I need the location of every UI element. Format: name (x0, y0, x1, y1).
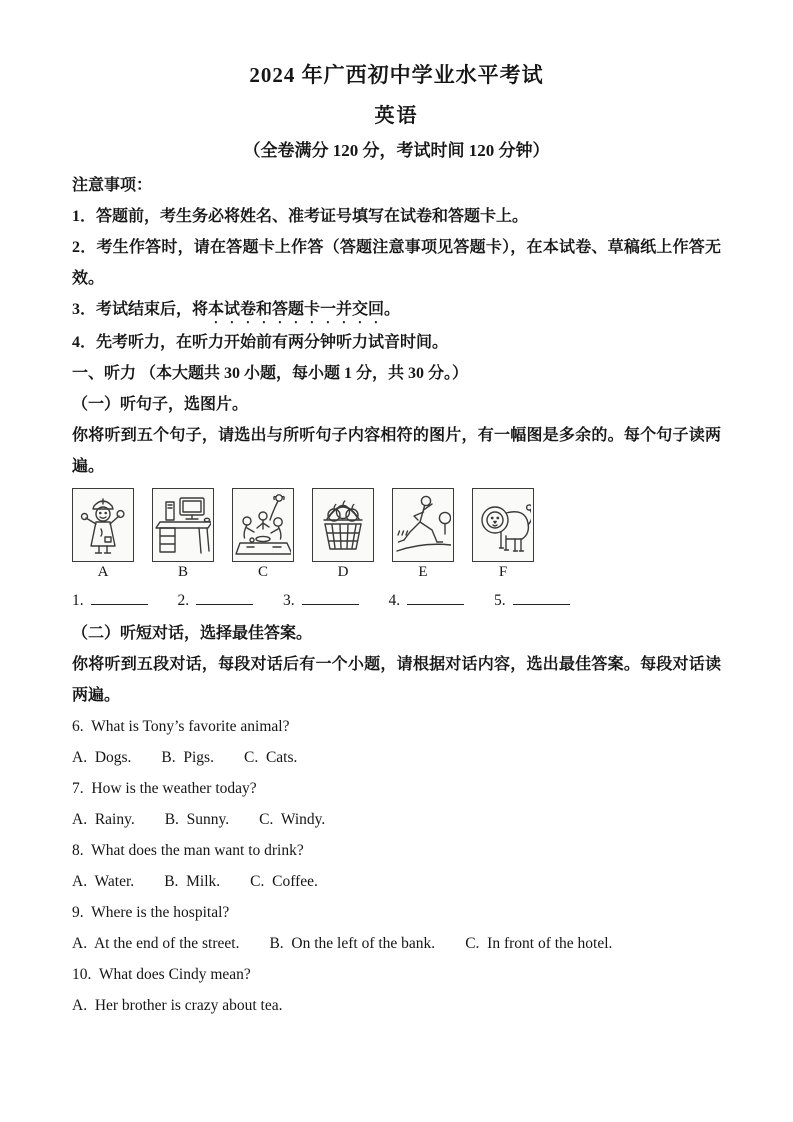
answer-blank-2 (178, 586, 254, 616)
picture-label-d: D (337, 564, 349, 580)
nurse-drawing (75, 491, 131, 559)
question-8-option-b: B. Milk. (164, 873, 221, 890)
blank-number-3: 3. (283, 592, 295, 609)
answer-blank-5 (494, 586, 570, 616)
question-9-option-a: A. At the end of the street. (72, 935, 240, 952)
notice-item-3-emphasized: 本试卷和答题卡一并交回 (208, 301, 385, 318)
question-9-option-c: C. In front of the hotel. (465, 935, 613, 952)
picture-box-a (72, 488, 134, 562)
question-6-options (72, 742, 721, 773)
question-6-option-a: A. Dogs. (72, 749, 132, 766)
picture-option-c (232, 488, 294, 582)
picture-label-c: C (257, 564, 268, 580)
question-block-6 (72, 711, 721, 773)
question-9-options (72, 928, 721, 959)
question-7-options (72, 804, 721, 835)
picture-box-b (152, 488, 214, 562)
question-10-option-a: A. Her brother is crazy about tea. (72, 997, 283, 1014)
part1-instructions: 你将听到五个句子，请选出与所听句子内容相符的图片，有一幅图是多余的。每个句子读两遍。 (72, 427, 721, 475)
picture-option-f (472, 488, 534, 582)
exam-meta: （全卷满分 120 分，考试时间 120 分钟） (243, 141, 550, 160)
question-block-10 (72, 959, 721, 1021)
picture-box-c (232, 488, 294, 562)
question-block-7 (72, 773, 721, 835)
question-10-options (72, 990, 721, 1021)
notice-item-3 (72, 294, 721, 327)
computer-desk-drawing (155, 491, 211, 559)
notice-item-1: 1．答题前，考生务必将姓名、准考证号填写在试卷和答题卡上。 (72, 208, 529, 225)
question-8-option-c: C. Coffee. (250, 873, 318, 890)
picture-option-e (392, 488, 454, 582)
picture-option-a (72, 488, 134, 582)
question-9-option-b: B. On the left of the bank. (269, 935, 436, 952)
blank-number-5: 5. (494, 592, 506, 609)
notices-heading: 注意事项： (72, 177, 153, 194)
question-8-options (72, 866, 721, 897)
answer-blank-4 (389, 586, 465, 616)
answer-blank-3 (283, 586, 359, 616)
answer-blank-1 (72, 586, 148, 616)
blank-number-2: 2. (177, 592, 190, 609)
question-7-option-a: A. Rainy. (72, 811, 135, 828)
part2-instructions: 你将听到五段对话，每段对话后有一个小题，请根据对话内容，选出最佳答案。每段对话读两遍。 (72, 656, 721, 704)
lion-drawing (475, 491, 531, 559)
picture-options-strip (72, 488, 721, 582)
blank-line-3 (302, 589, 359, 605)
notice-item-3-suffix: 。 (384, 301, 401, 318)
notice-item-3-prefix: 3．考试结束后，将 (72, 301, 209, 318)
picture-label-b: B (177, 564, 188, 580)
blank-number-1: 1. (72, 592, 84, 609)
question-8-option-a: A. Water. (72, 873, 135, 890)
answer-blanks-row (72, 586, 721, 616)
blank-line-5 (513, 589, 570, 605)
part1-heading: （一）听句子，选图片。 (72, 396, 249, 413)
question-6-option-c: C. Cats. (243, 749, 298, 766)
question-9-text: 9. Where is the hospital? (72, 904, 230, 921)
blank-line-4 (407, 589, 464, 605)
picture-box-d (312, 488, 374, 562)
notice-item-2: 2．考生作答时，请在答题卡上作答（答题注意事项见答题卡），在本试卷、草稿纸上作答无效。 (72, 239, 721, 287)
exam-title: 2024 年广西初中学业水平考试 (249, 63, 544, 87)
picture-box-f (472, 488, 534, 562)
question-10-text: 10. What does Cindy mean? (72, 966, 251, 983)
question-block-9 (72, 897, 721, 959)
part2-heading: （二）听短对话，选择最佳答案。 (72, 625, 313, 642)
notices-section (72, 170, 721, 358)
blank-line-2 (196, 589, 253, 605)
picture-option-d (312, 488, 374, 582)
question-8-text: 8. What does the man want to drink? (72, 842, 304, 859)
picture-label-e: E (418, 564, 428, 580)
apple-basket-drawing (315, 491, 371, 559)
runner-drawing (395, 491, 451, 559)
picture-label-a: A (97, 564, 109, 580)
listening-section-heading: 一、听力 （本大题共 30 小题，每小题 1 分，共 30 分。） (72, 365, 469, 382)
notice-item-4: 4．先考听力，在听力开始前有两分钟听力试音时间。 (72, 334, 449, 351)
picture-box-e (392, 488, 454, 562)
picture-option-b (152, 488, 214, 582)
question-7-option-c: C. Windy. (259, 811, 326, 828)
question-7-option-b: B. Sunny. (164, 811, 230, 828)
blank-line-1 (91, 589, 148, 605)
question-block-8 (72, 835, 721, 897)
picnic-drawing (235, 491, 291, 559)
picture-label-f: F (498, 564, 508, 580)
question-6-text: 6. What is Tony’s favorite animal? (72, 718, 290, 735)
question-6-option-b: B. Pigs. (161, 749, 214, 766)
exam-subject: 英语 (374, 105, 419, 127)
blank-number-4: 4. (388, 592, 401, 609)
question-7-text: 7. How is the weather today? (72, 780, 257, 797)
